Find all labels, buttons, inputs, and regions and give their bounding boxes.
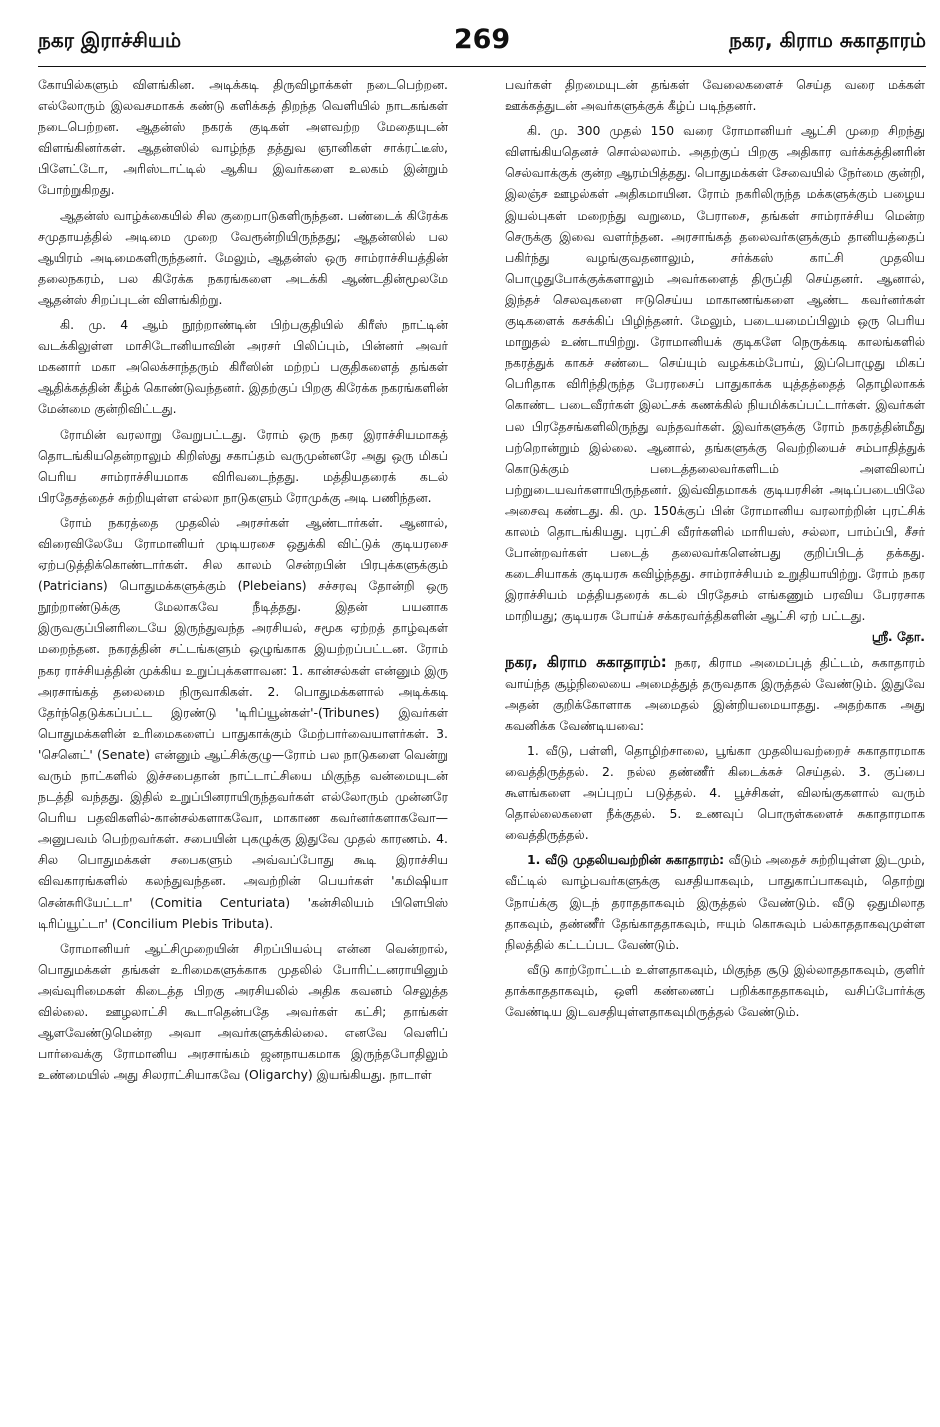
subsection-paragraph bbox=[505, 849, 925, 954]
entry-title: நகர, கிராம சுகாதாரம்: bbox=[505, 652, 667, 671]
paragraph: கோயில்களும் விளங்கின. அடிக்கடி திருவிழாக்கள் நடைபெற்றன. எல்லோரும் இலவசமாகக் கண்டு களிக்கத் திறந்த வெளியில் நாடகங்கள் நடைபெற்றன. ஆதன்ஸ் நகரக் குடிகள் அளவற்ற மேதையுடன் விளங்கினர்கள். ஆதன்ஸில் வாழ்ந்த தத்துவ ஞானிகள் சாக்ரட்டீஸ், பிளேட்டோ, அரிஸ்டாட்டில் ஆகிய இவர்களை உலகம் இன்றும் போற்றுகிறது. bbox=[38, 77, 448, 198]
paragraph: ரோம் நகரத்தை முதலில் அரசர்கள் ஆண்டார்கள். ஆனால், விரைவிலேயே ரோமானியர் முடியரசை ஒதுக்கி விட்டுக் குடியரசை ஏற்படுத்திக்கொண்டார்கள். சில காலம் சென்றபின் பிரபுக்களுக்கும் (Patricians) பொதுமக்களுக்கும் (Plebeians) சச்சரவு தோன்றி ஒரு நூற்றாண்டுக்கு மேலாகவே நீடித்தது. இதன் பயனாக இருவகுப்பினரிடையே இருந்துவந்த அரசியல், சமூக ஏற்றத் தாழ்வுகள் மறைந்தன. நகரத்தின் சட்டங்களும் ஒழுங்காக இயற்றப்பட்டன. ரோம் நகர ராச்சியத்தின் முக்கிய உறுப்புக்களாவன: 1. கான்சல்கள் என்னும் இரு அரசாங்கத் தலைமை நிருவாகிகள். 2. பொதுமக்களால் அடிக்கடி தேர்ந்தெடுக்கப்பட்ட இரண்டு 'டிரிப்யூன்கள்'-(Tribunes) இவர்கள் பொதுமக்களின் உரிமைகளைப் பாதுகாக்கும் மேற்பார்வையாளர்கள். 3. 'செனெட்' (Senate) என்னும் ஆட்சிக்குழு—ரோம் பல நாடுகளை வென்று வரும் நாட்களில் இச்சபைதான் நாட்டாட்சியை மிகுந்த வன்மையுடன் நடத்தி வந்தது. இதில் உறுப்பினராயிருந்தவர்கள் எல்லோரும் முன்னரே பெரிய பதவிகளில்-கான்சல்களாகவோ, மாகாண கவர்னர்களாகவோ—அனுபவம் பெற்றவர்கள். சபையின் புகழுக்கு இதுவே முதல் காரணம். 4. சில பொதுமக்கள் சபைகளும் அவ்வப்போது கூடி இராச்சிய விவகாரங்களில் கலந்துவந்தன. அவற்றின் பெயர்கள் 'கமிஷியா சென்சுரியேட்டா' (Comitia Centuriata) 'கன்சிலியம் பிளெபிஸ் டிரிப்யூட்டா' (Concilium Plebis Tributa). bbox=[38, 514, 448, 931]
left-column bbox=[38, 74, 448, 1404]
paragraph: ஆதன்ஸ் வாழ்க்கையில் சில குறைபாடுகளிருந்தன. பண்டைக் கிரேக்க சமுதாயத்தில் அடிமை முறை வேரூன்றியிருந்தது; ஆதன்ஸில் பல ஆயிரம் அடிமைகளிருந்தனர். மேலும், ஆதன்ஸ் ஒரு சாம்ராச்சியத்தின் தலைநகரம், பல கிரேக்க நகரங்களை அடக்கி ஆண்டதின்மூலமே ஆதன்ஸ் சிறப்புடன் விளங்கிற்று. bbox=[38, 207, 448, 307]
author-signature: ஸ்ரீ. தோ. bbox=[871, 629, 925, 645]
entry-list: 1. வீடு, பள்ளி, தொழிற்சாலை, பூங்கா முதலியவற்றைச் சுகாதாரமாக வைத்திருத்தல். 2. நல்ல தண்ணீர் கிடைக்கச் செய்தல். 3. குப்பை கூளங்களை அப்புறப் படுத்தல். 4. பூச்சிகள், விலங்குகளால் வரும் தொல்லைகளை நீக்குதல். 5. உணவுப் பொருள்களைச் சுகாதாரமாக வைத்திருத்தல். bbox=[505, 742, 925, 843]
page-number: 269 bbox=[453, 24, 511, 55]
page-header bbox=[38, 24, 926, 62]
paragraph: ரோமானியர் ஆட்சிமுறையின் சிறப்பியல்பு என்ன வென்றால், பொதுமக்கள் தங்கள் உரிமைகளுக்காக முதலில் போரிட்டனராயினும் அவ்வுரிமைகள் கிடைத்த பிறகு அரசியலில் அதிக கவனம் செலுத்த வில்லை. ஊழலாட்சி கூடாதென்பதே அவர்கள் கட்சி; தாங்கள் ஆளவேண்டுமென்ற அவா அவர்களுக்கில்லை. எனவே வெளிப் பார்வைக்கு ரோமானிய அரசாங்கம் ஜனநாயகமாக இருந்தபோதிலும் உண்மையில் அது சிலராட்சியாகவே (Oligarchy) இயங்கியது. நாடாள் bbox=[38, 940, 448, 1083]
running-head-right: நகர, கிராம சுகாதாரம் bbox=[729, 28, 926, 52]
paragraph: கி. மு. 300 முதல் 150 வரை ரோமானியர் ஆட்சி முறை சிறந்து விளங்கியதெனச் சொல்லலாம். அதற்குப் பிறகு அதிகார வர்க்கத்தினரின் செல்வாக்குக் குன்ற ஆரம்பித்தது. பொதுமக்கள் சேவையில் நேர்மை குன்றி, இலஞ்ச ஊழல்கள் அதிகமாயின. ரோம் நகரிலிருந்த மக்களுக்கும் பழைய இயல்புகள் மறைந்து வறுமை, பேராசை, தங்கள் சாம்ராச்சிய மென்ற செருக்கு இவை வளர்ந்தன. அரசாங்கத் தலைவர்களுக்கும் தானியத்தைப் பகிர்ந்து வழங்குவதனாலும், சர்க்கஸ் காட்சி முதலிய பொழுதுபோக்குக்களாலும் அவர்களைத் திருப்தி செய்தனர். ஆனால், இந்தச் செலவுகளை ஈடுசெய்ய மாகாணங்களை ஆண்ட கவர்னர்கள் குடிகளைக் கசக்கிப் பிழிந்தனர். மேலும், படையமைப்பிலும் ஒரு பெரிய மாறுதல் உண்டாயிற்று. ரோமானியக் குடிகளே நெருக்கடி காலங்களில் நகரத்துக் காகச் சண்டை செய்யும் வழக்கம்போய், இப்பொழுது மிகப் பெரிதாக விரிந்திருந்த பேரரசைப் பாதுகாக்க யுத்தத்தைத் தொழிலாகக் கொண்ட படைவீரர்கள் இலட்சக் கணக்கில் நியமிக்கப்பட்டார்கள். இவர்கள் பல பிரதேசங்களிலிருந்து வந்தவர்கள். இவர்களுக்கு ரோம் நகரத்தின்மீது பற்றொன்றும் இல்லை. ஆனால், தங்களுக்கு வெற்றியைச் சம்பாதித்துக் கொடுக்கும் படைத்தலைவர்களிடம் அளவிலாப் பற்றுடையவர்களாயிருந்தனர். இவ்விதமாகக் குடியரசின் அடிப்படையிலே அசைவு கண்டது. கி. மு. 150க்குப் பின் ரோமானிய வரலாற்றின் புரட்சிக் காலம் தொடங்கியது. புரட்சி வீரர்களில் மாரியஸ், சல்லா, பாம்ப்பி, சீசர் போன்றவர்கள் படைத் தலைவர்களென்பது குறிப்பிடத் தக்கது. கடைசியாகக் குடியரசு கவிழ்ந்தது. சாம்ராச்சியம் உறுதியாயிற்று. ரோம் நகர இராச்சியம் மத்தியதரைக் கடல் பிரதேசம் எங்கணும் பரவிய பேரரசாக மாறியது; குடியரசு போய்ச் சக்கரவர்த்திகளின் ஆட்சி ஏற் பட்டது. bbox=[505, 123, 925, 624]
entry-intro-paragraph bbox=[505, 652, 925, 736]
running-head-left: நகர இராச்சியம் bbox=[38, 28, 182, 52]
subsection-text: வீடும் அதைச் சுற்றியுள்ள இடமும், வீட்டில் வாழ்பவர்களுக்கு வசதியாகவும், பாதுகாப்பாகவும், தொற்று நோய்க்கு இடந் தராததாகவும் இருத்தல் வேண்டும். வீடு ஒதுமிலாத தாகவும், தண்ணீர் தேங்காததாகவும், ஈயும் கொசுவும் பல்காததாகவுமுள்ள நிலத்தில் கட்டப்பட வேண்டும். bbox=[505, 852, 925, 952]
header-rule bbox=[38, 66, 926, 67]
right-column bbox=[505, 74, 925, 1364]
paragraph: வீடு காற்றோட்டம் உள்ளதாகவும், மிகுந்த சூடு இல்லாததாகவும், குளிர் தாக்காததாகவும், ஒளி கண்ணைப் பறிக்காததாகவும், வசிப்போர்க்கு வேண்டிய இடவசதியுள்ளதாகவுமிருத்தல் வேண்டும். bbox=[505, 961, 925, 1020]
paragraph: கி. மு. 4 ஆம் நூற்றாண்டின் பிற்பகுதியில் கிரீஸ் நாட்டின் வடக்கிலுள்ள மாசிடோனியாவின் அரசர் பிலிப்பும், பின்னர் அவர் மகனார் மகா அலெக்சாந்தரும் கிரீஸின் மற்றப் பகுதிகளைத் தங்கள் ஆதிக்கத்தின் கீழ்க் கொண்டுவந்தனர். இதற்குப் பிறகு கிரேக்க நகரங்களின் மேன்மை குன்றிவிட்டது. bbox=[38, 317, 448, 417]
entry-intro: நகர, கிராம அமைப்புத் திட்டம், சுகாதாரம் வாய்ந்த சூழ்நிலையை அமைத்துத் தருவதாக இருத்தல் வேண்டும். இதுவே அதன் குறிக்கோளாக அமைதல் இன்றியமையாதது. அதற்காக அது கவனிக்க வேண்டியவை: bbox=[505, 654, 925, 733]
paragraph: பவர்கள் திறமையுடன் தங்கள் வேலைகளைச் செய்த வரை மக்கள் ஊக்கத்துடன் அவர்களுக்குக் கீழ்ப் படிந்தனர். bbox=[505, 77, 925, 114]
subsection-title: 1. வீடு முதலியவற்றின் சுகாதாரம்: bbox=[527, 852, 725, 868]
paragraph: ரோமின் வரலாறு வேறுபட்டது. ரோம் ஒரு நகர இராச்சியமாகத் தொடங்கியதென்றாலும் கிறிஸ்து சகாப்தம் வருமுன்னரே அது ஒரு மிகப் பெரிய சாம்ராச்சியமாக விரிவடைந்தது. மத்தியதரைக் கடல் பிரதேசத்தைச் சுற்றியுள்ள எல்லா நாடுகளும் ரோமுக்கு அடி பணிந்தன. bbox=[38, 426, 448, 505]
